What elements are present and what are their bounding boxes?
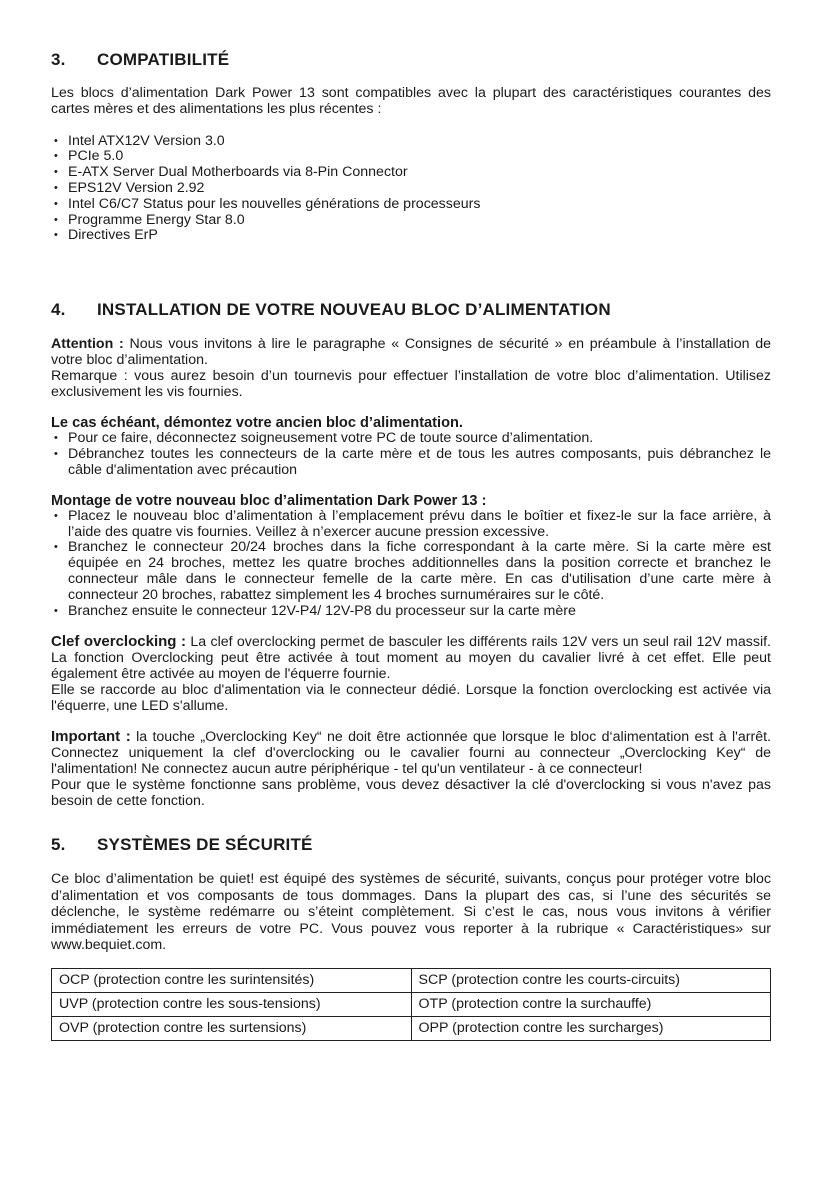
attention-paragraph — [51, 337, 771, 369]
attention-text: Nous vous invitons à lire le paragraphe « Consignes de sécurité » en préambule à l’installation de votre bloc d’alimentation. — [51, 336, 771, 368]
attention-label: Attention : — [51, 336, 124, 353]
list-item: • Débranchez toutes les connecteurs de la carte mère et de tous les autres composants, puis débranchez le câble d'alimentation avec précaution — [51, 447, 771, 479]
section-3-heading — [51, 50, 771, 70]
list-item: • Intel ATX12V Version 3.0 — [51, 134, 771, 150]
list-item: • Directives ErP — [51, 228, 771, 244]
overclocking-text: La clef overclocking permet de basculer les différents rails 12V vers un seul rail 12V massif. La fonction Overclocking peut être activée à tout moment au moyen du cavalier livré à cet effet. Elle peut également être activée au moyen de l'équerre fournie. — [51, 634, 771, 682]
section-number: 5. — [51, 835, 66, 855]
list-item: • Placez le nouveau bloc d’alimentation à l’emplacement prévu dans le boîtier et fixez-le sur la face arrière, à l’aide des quatre vis fournies. Veillez à n’exercer aucune pression excessive. — [51, 509, 771, 541]
section-title: INSTALLATION DE VOTRE NOUVEAU BLOC D’ALIMENTATION — [97, 300, 611, 320]
table-cell: OCP (protection contre les surintensités) — [52, 969, 412, 993]
section-5-heading — [51, 835, 771, 855]
section-number: 3. — [51, 50, 66, 69]
list-item: • Branchez le connecteur 20/24 broches dans la fiche correspondant à la carte mère. Si la carte mère est équipée en 24 broches, mettez les quatre broches additionnelles dans la position correcte et branchez le connecteur mâle dans le connecteur femelle de la carte mère. En cas d'utilisation d’une carte mère à connecteur 20 broches, rabattez simplement les 4 broches surnuméraires sur le côté. — [51, 540, 771, 603]
overclocking-paragraph — [51, 634, 771, 682]
remove-heading: Le cas échéant, démontez votre ancien bloc d’alimentation. — [51, 415, 463, 432]
table-cell: OVP (protection contre les surtensions) — [52, 1017, 412, 1041]
list-item: • E-ATX Server Dual Motherboards via 8-Pin Connector — [51, 165, 771, 181]
table-row — [52, 993, 771, 1017]
list-item: • Branchez ensuite le connecteur 12V-P4/ 12V-P8 du processeur sur la carte mère — [51, 604, 771, 620]
remark-paragraph: Remarque : vous aurez besoin d’un tournevis pour effectuer l’installation de votre bloc d’alimentation. Utilisez exclusivement les vis fournies. — [51, 367, 771, 400]
table-cell: SCP (protection contre les courts-circuits) — [411, 969, 771, 993]
table-cell: UVP (protection contre les sous-tensions) — [52, 993, 412, 1017]
overclocking-label: Clef overclocking : — [51, 633, 187, 651]
safety-intro: Ce bloc d’alimentation be quiet! est équipé des systèmes de sécurité, suivants, conçus pour protéger votre bloc d’alimentation et vos composants de tous dommages. Dans la plupart des cas, si l’une des sécurités se déclenche, le système redémarre ou s’éteint complètement. Si c’est le cas, nous vous invitons à vérifier immédiatement les erreurs de votre PC. Vous pouvez vous reporter à la rubrique « Caractéristiques» sur www.bequiet.com. — [51, 871, 771, 953]
table-cell: OPP (protection contre les surcharges) — [411, 1017, 771, 1041]
section-4-heading — [51, 300, 771, 320]
table-row — [52, 969, 771, 993]
important-paragraph — [51, 729, 771, 777]
section-number: 4. — [51, 300, 66, 320]
list-item: • PCIe 5.0 — [51, 149, 771, 165]
overclocking-paragraph-2: Elle se raccorde au bloc d'alimentation via le connecteur dédié. Lorsque la fonction overclocking est activée via l'équerre, une LED s'allume. — [51, 681, 771, 714]
document-page — [51, 50, 771, 1041]
list-item: • Pour ce faire, déconnectez soigneusement votre PC de toute source d’alimentation. — [51, 431, 771, 447]
table-cell: OTP (protection contre la surchauffe) — [411, 993, 771, 1017]
mount-list — [51, 509, 771, 620]
compat-intro: Les blocs d’alimentation Dark Power 13 sont compatibles avec la plupart des caractéristiques courantes des cartes mères et des alimentations les plus récentes : — [51, 85, 771, 117]
important-text: la touche „Overclocking Key“ ne doit être actionnée que lorsque le bloc d‘alimentation est à l'arrêt. Connectez uniquement la clef d'overclocking ou le cavalier fourni au connecteur „Overclocking Key“ de l'alimentation! Ne connectez aucun autre périphérique - tel qu'un ventilateur - à ce connecteur! — [51, 729, 771, 777]
list-item: • Intel C6/C7 Status pour les nouvelles générations de processeurs — [51, 197, 771, 213]
list-item: • Programme Energy Star 8.0 — [51, 213, 771, 229]
section-title: SYSTÈMES DE SÉCURITÉ — [97, 835, 313, 855]
important-label: Important : — [51, 728, 131, 746]
section-title: COMPATIBILITÉ — [97, 50, 230, 69]
table-row — [52, 1017, 771, 1041]
mount-heading: Montage de votre nouveau bloc d’alimentation Dark Power 13 : — [51, 492, 487, 509]
remove-list — [51, 431, 771, 478]
important-paragraph-2: Pour que le système fonctionne sans problème, vous devez désactiver la clé d'overclocking si vous n'avez pas besoin de cette fonction. — [51, 776, 771, 809]
compat-list — [51, 134, 771, 245]
list-item: • EPS12V Version 2.92 — [51, 181, 771, 197]
protection-table — [51, 968, 771, 1041]
